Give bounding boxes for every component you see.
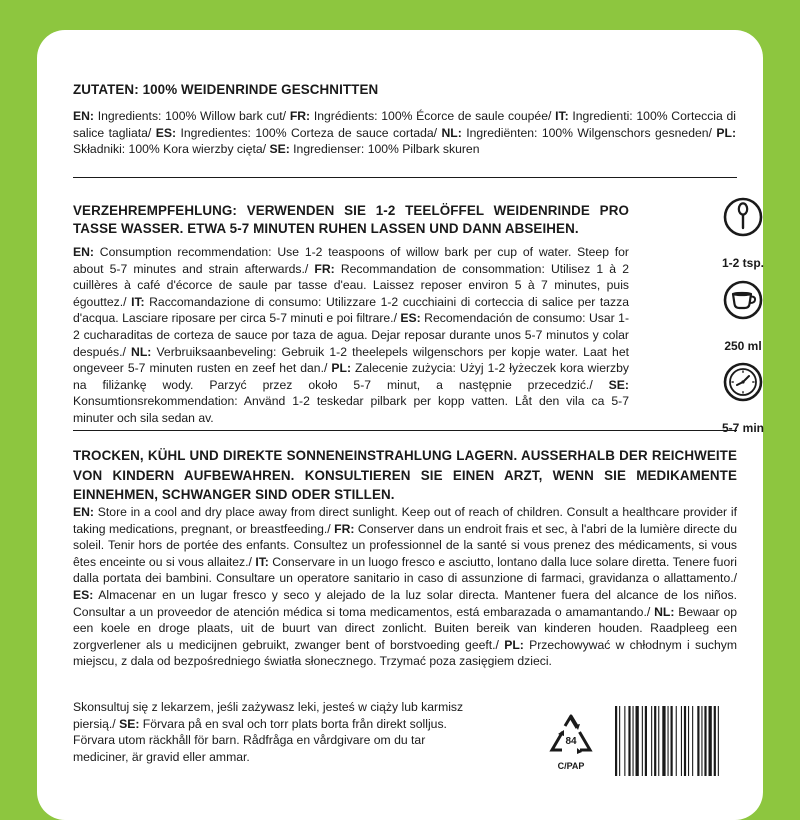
language-code: IT: [555, 109, 569, 123]
teaspoon-caption: 1-2 tsp. [721, 256, 764, 270]
clock-icon [722, 361, 764, 403]
language-code: NL: [654, 604, 675, 619]
cup-icon [722, 279, 764, 321]
language-code: PL: [716, 125, 737, 140]
barcode-bar [654, 706, 656, 776]
storage-text: EN: Store in a cool and dry place away from direct sunlight. Keep out of reach of children. Consult a healthcare provider if taking medications, pregnant, or breastfeeding./ FR: Conserver dans un endroit frais et sec, à l'abri de la lumière directe du soleil. Tenir hors de portée des enfants. Consultez un professionnel de la santé si vous prenez des médicaments, si vous êtes enceinte ou si vous allaitez./ IT: Conservare in un luogo fresco e asciutto, lontano dalla luce solare diretta. Tenere fuori dalla portata dei bambini. Consultare un operatore sanitario in caso di assunzione di farmaci, gravidanza o allattamento./ ES: Almacenar en un lugar fresco y seco y alejado de la luz solar directa. Mantener fuera del alcance de los niños. Consultar a un proveedor de atención médica si toma medicamentos, está embarazada o amamantando./ NL: Bewaar op een koele en droge plaats, uit de buurt van direct zonlicht. Buiten bereik van kinderen houden. Raadpleeg een zorgverlener als u medicijnen gebruikt, zwanger bent of borstvoeding geeft./ PL: Przechowywać w chłodnym i suchym miejscu, z dala od bezpośredniego światła słonecznego. Trzymać poza zasięgiem dzieci. [73, 505, 737, 669]
recommendation-heading: VERZEHREMPFEHLUNG: VERWENDEN SIE 1-2 TEELÖFFEL WEIDENRINDE PRO TASSE WASSER. ETWA 5-7 MINUTEN RUHEN LASSEN UND DANN ABSEIHEN. [73, 203, 629, 236]
recycle-triangle-icon [546, 714, 596, 758]
language-code: FR: [334, 521, 355, 536]
barcode-bar [615, 706, 617, 776]
language-code: FR: [289, 109, 311, 123]
language-code: EN: [73, 245, 94, 259]
barcode-bar [642, 706, 643, 776]
barcode-bar [668, 706, 669, 776]
recycling-symbol [546, 714, 596, 771]
cup-caption: 250 ml [724, 339, 762, 353]
label-card [37, 30, 763, 820]
recommendation-text: EN: Consumption recommendation: Use 1-2 teaspoons of willow bark per cup of water. Steep for about 5-7 minutes and strain afterwards./ FR: Recommandation de consommation: Utilisez 1 à 2 cuillères à café d'écorce de saule par tasse d'eau. Laissez reposer environ 5 à 7 minutes, puis égouttez./ IT: Raccomandazione di consumo: Utilizzare 1-2 cucchiaini di corteccia di salice per tazza d'acqua. Lasciare riposare per circa 5-7 minuti e poi filtrare./ ES: Recomendación de consumo: Usar 1-2 cucharaditas de corteza de sauce por taza de agua. Dejar reposar durante unos 5-7 minutos y colar después./ NL: Verbruiksaanbeveling: Gebruik 1-2 theelepels wilgenschors per kopje water. Laat het ongeveer 5-7 minuten rusten en zeef het dan./ PL: Zalecenie zużycia: Użyj 1-2 łyżeczek kora wierzby na filiżankę wody. Parzyć przez około 5-7 minut, a następnie przecedzić./ SE: Konsumtionsrekommendation: Använd 1-2 teskedar pilbark per kopp vatten. Låt den vila ca 5-7 minuter och sila sedan av. [73, 245, 630, 425]
language-code: SE: [608, 377, 629, 392]
language-code: SE: [119, 716, 140, 731]
teaspoon-icon [722, 196, 764, 238]
barcode-bar [714, 706, 716, 776]
storage-text-continued: Skonsultuj się z lekarzem, jeśli zażywasz leki, jesteś w ciąży lub karmisz piersią./ SE: Förvara på en sval och torr plats borta från direkt solljus. Förvara utom räckhåll för barn. Rådfråga en vårdgivare om du tar mediciner, är gravid eller ammar. [73, 700, 464, 764]
barcode-bar [628, 706, 630, 776]
barcode-bar [619, 706, 620, 776]
storage-heading: TROCKEN, KÜHL UND DIREKTE SONNENEINSTRAHLUNG LAGERN. AUSSERHALB DER REICHWEITE VON KINDERN AUFBEWAHREN. KONSULTIEREN SIE EINEN ARZT, WENN SIE MEDIKAMENTE EINNEHMEN, SCHWANGER SIND ODER STILLEN. [73, 448, 737, 502]
barcode-bar [658, 706, 659, 776]
clock-caption: 5-7 min [721, 421, 764, 435]
language-code: PL: [331, 361, 352, 376]
language-code: NL: [131, 344, 152, 359]
ingredients-text: EN: Ingredients: 100% Willow bark cut/ FR: Ingrédients: 100% Écorce de saule coupée/ IT: Ingredienti: 100% Corteccia di salice tagliata/ ES: Ingredientes: 100% Corteza de sauce cortada/ NL: Ingrediënten: 100% Wilgenschors gesneden/ PL: Składniki: 100% Kora wierzby cięta/ SE: Ingredienser: 100% Pilbark skuren [73, 109, 737, 157]
language-code: EN: [73, 505, 94, 519]
barcode-bar [681, 706, 682, 776]
barcode-bar [662, 706, 665, 776]
language-code: IT: [255, 554, 269, 569]
recycle-caption: C/PAP [557, 761, 585, 771]
teaspoon-block [707, 196, 779, 270]
language-code: ES: [400, 311, 421, 326]
barcode-bar [624, 706, 625, 776]
barcode-bar [697, 706, 699, 776]
ingredients-heading: ZUTATEN: 100% WEIDENRINDE GESCHNITTEN [73, 82, 379, 97]
language-code: NL: [441, 125, 462, 140]
language-code: ES: [155, 125, 177, 140]
barcode-bar [718, 706, 719, 776]
recycle-number: 84 [565, 736, 577, 747]
barcode-bar [651, 706, 652, 776]
divider [73, 177, 737, 178]
language-code: EN: [73, 109, 94, 123]
language-code: PL: [504, 637, 524, 652]
clock-block [707, 361, 779, 435]
barcode-bar [692, 706, 693, 776]
barcode [615, 706, 737, 776]
language-code: ES: [73, 587, 94, 602]
barcode-bar [684, 706, 686, 776]
barcode-bar [676, 706, 677, 776]
barcode-bar [701, 706, 702, 776]
barcode-bar [709, 706, 712, 776]
barcode-bar [633, 706, 634, 776]
language-code: IT: [131, 294, 145, 309]
barcode-bar [704, 706, 706, 776]
language-code: FR: [314, 261, 335, 276]
barcode-bar [671, 706, 673, 776]
divider [73, 430, 737, 431]
barcode-bar [645, 706, 647, 776]
barcode-bar [688, 706, 689, 776]
barcode-bar [636, 706, 639, 776]
language-code: SE: [269, 142, 290, 157]
cup-block [707, 279, 779, 353]
